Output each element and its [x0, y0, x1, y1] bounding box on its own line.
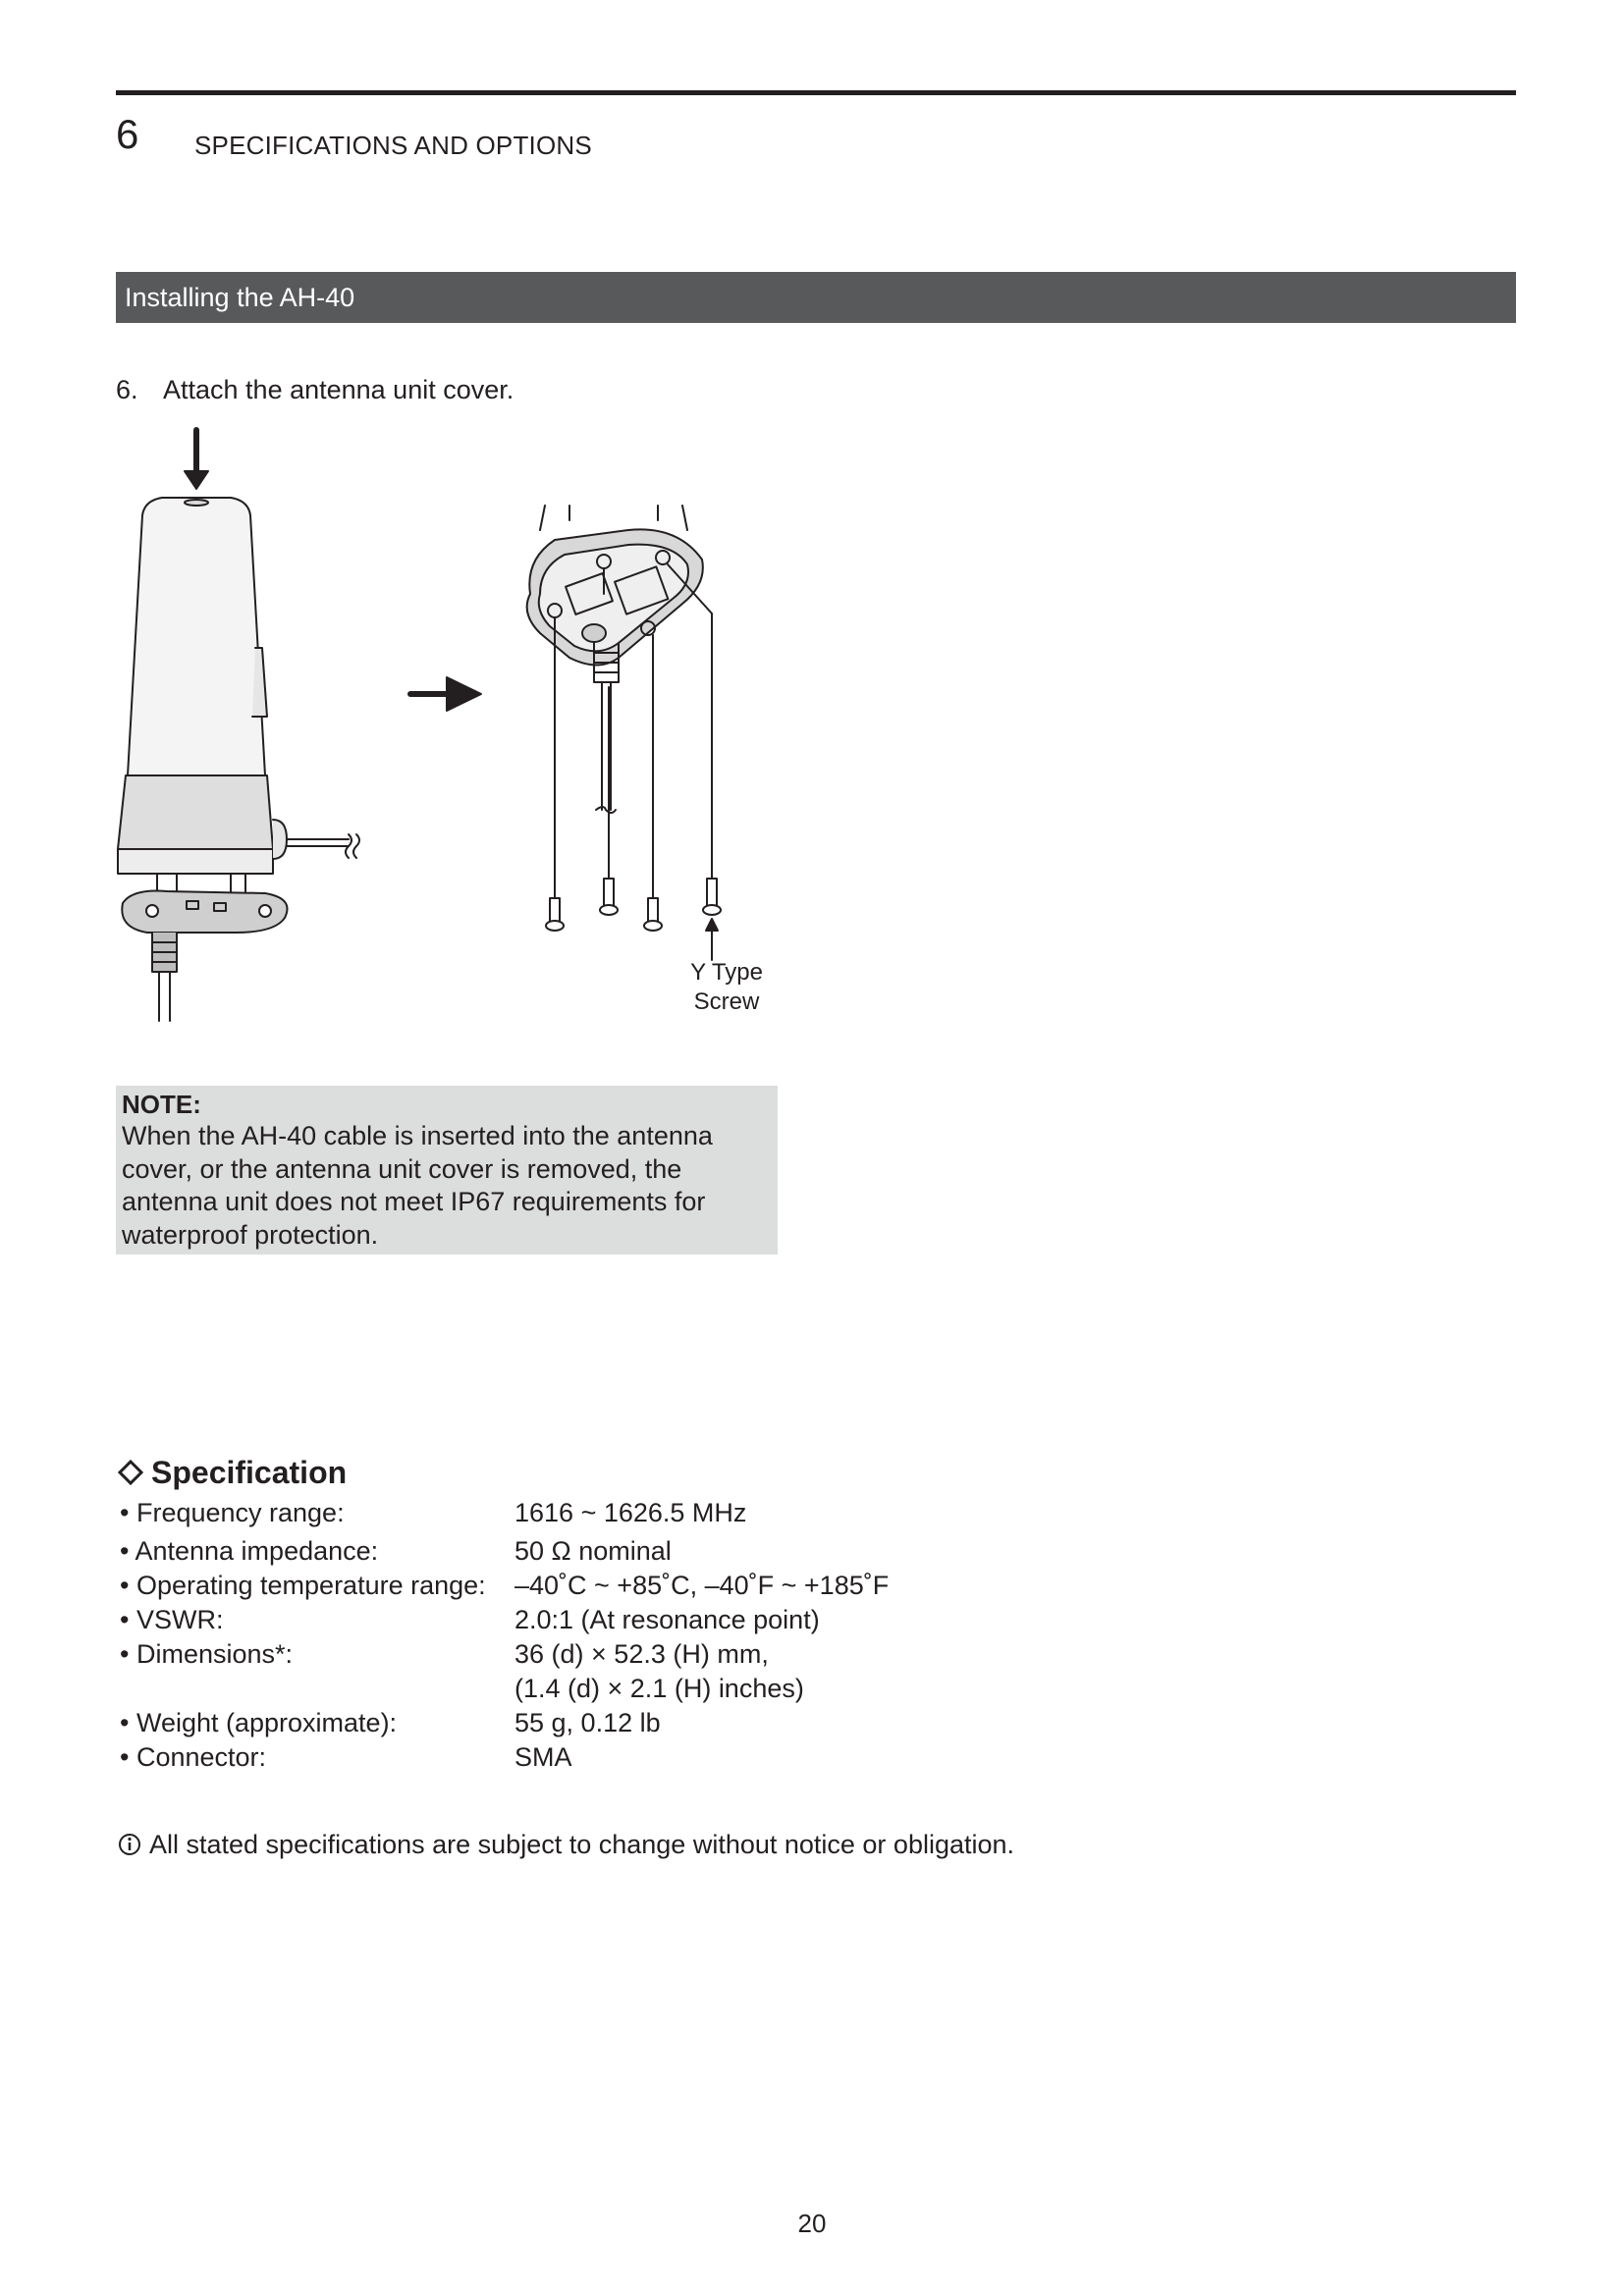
specification-list: [120, 1496, 889, 1775]
note-line: antenna unit does not meet IP67 requirements for: [122, 1187, 706, 1216]
top-rule: [116, 90, 1516, 95]
spec-row: [120, 1740, 889, 1775]
spec-value: SMA: [514, 1742, 572, 1772]
y-type-screw-callout: [677, 958, 776, 1017]
spec-value: 50 Ω nominal: [514, 1536, 672, 1566]
spec-value: (1.4 (d) × 2.1 (H) inches): [514, 1674, 804, 1703]
spec-row: [120, 1637, 889, 1672]
spec-label: • VSWR:: [120, 1605, 224, 1634]
spec-value: 2.0:1 (At resonance point): [514, 1605, 820, 1634]
right-arrow-icon: [410, 677, 481, 711]
spec-row: [120, 1496, 889, 1530]
step-item: [116, 373, 514, 406]
spec-row: [120, 1603, 889, 1637]
step-text: Attach the antenna unit cover.: [163, 375, 514, 404]
callout-line-2: Screw: [693, 988, 760, 1015]
spec-row: [120, 1534, 889, 1569]
note-line: cover, or the antenna unit cover is removed, the: [122, 1153, 682, 1184]
spec-label: • Frequency range:: [120, 1498, 345, 1527]
chapter-title: SPECIFICATIONS AND OPTIONS: [194, 131, 592, 160]
info-icon: [118, 1833, 141, 1856]
disclaimer-text: All stated specifications are subject to change without notice or obligation.: [149, 1830, 1015, 1859]
chapter-number: 6: [116, 111, 139, 157]
spec-label: • Connector:: [120, 1742, 267, 1772]
note-box: [116, 1086, 778, 1255]
antenna-installation-figure: [108, 422, 795, 1031]
spec-label: • Weight (approximate):: [120, 1708, 398, 1737]
specification-heading-text: Specification: [151, 1455, 348, 1490]
antenna-bottom-view-illustration: [527, 506, 712, 898]
specification-heading: [118, 1453, 347, 1492]
callout-line-1: Y Type: [690, 959, 763, 986]
step-number: 6.: [116, 375, 138, 404]
spec-row: [120, 1706, 889, 1740]
antenna-cover-illustration: [118, 498, 359, 1021]
y-type-screws-illustration: [546, 879, 721, 931]
section-title: Installing the AH-40: [125, 283, 355, 312]
spec-row: [120, 1672, 889, 1706]
down-arrow-icon: [185, 430, 208, 489]
spec-label: • Dimensions*:: [120, 1639, 294, 1669]
spec-label: • Antenna impedance:: [120, 1536, 379, 1566]
section-title-bar: [116, 272, 1516, 323]
spec-label: • Operating temperature range:: [120, 1571, 486, 1600]
disclaimer: [118, 1828, 1014, 1861]
diamond-icon: [118, 1460, 143, 1485]
spec-value: 36 (d) × 52.3 (H) mm,: [514, 1639, 769, 1669]
note-line: When the AH-40 cable is inserted into the antenna: [122, 1121, 713, 1150]
spec-label: [120, 1672, 514, 1706]
note-body: [122, 1120, 772, 1252]
note-title: NOTE:: [122, 1090, 201, 1119]
spec-row: [120, 1569, 889, 1603]
callout-arrowhead-icon: [706, 919, 718, 931]
spec-value: 55 g, 0.12 lb: [514, 1708, 661, 1737]
note-line: waterproof protection.: [122, 1219, 379, 1250]
page-number: 20: [797, 2209, 827, 2238]
spec-value: 1616 ~ 1626.5 MHz: [514, 1498, 747, 1527]
spec-value: –40˚C ~ +85˚C, –40˚F ~ +185˚F: [514, 1571, 890, 1600]
